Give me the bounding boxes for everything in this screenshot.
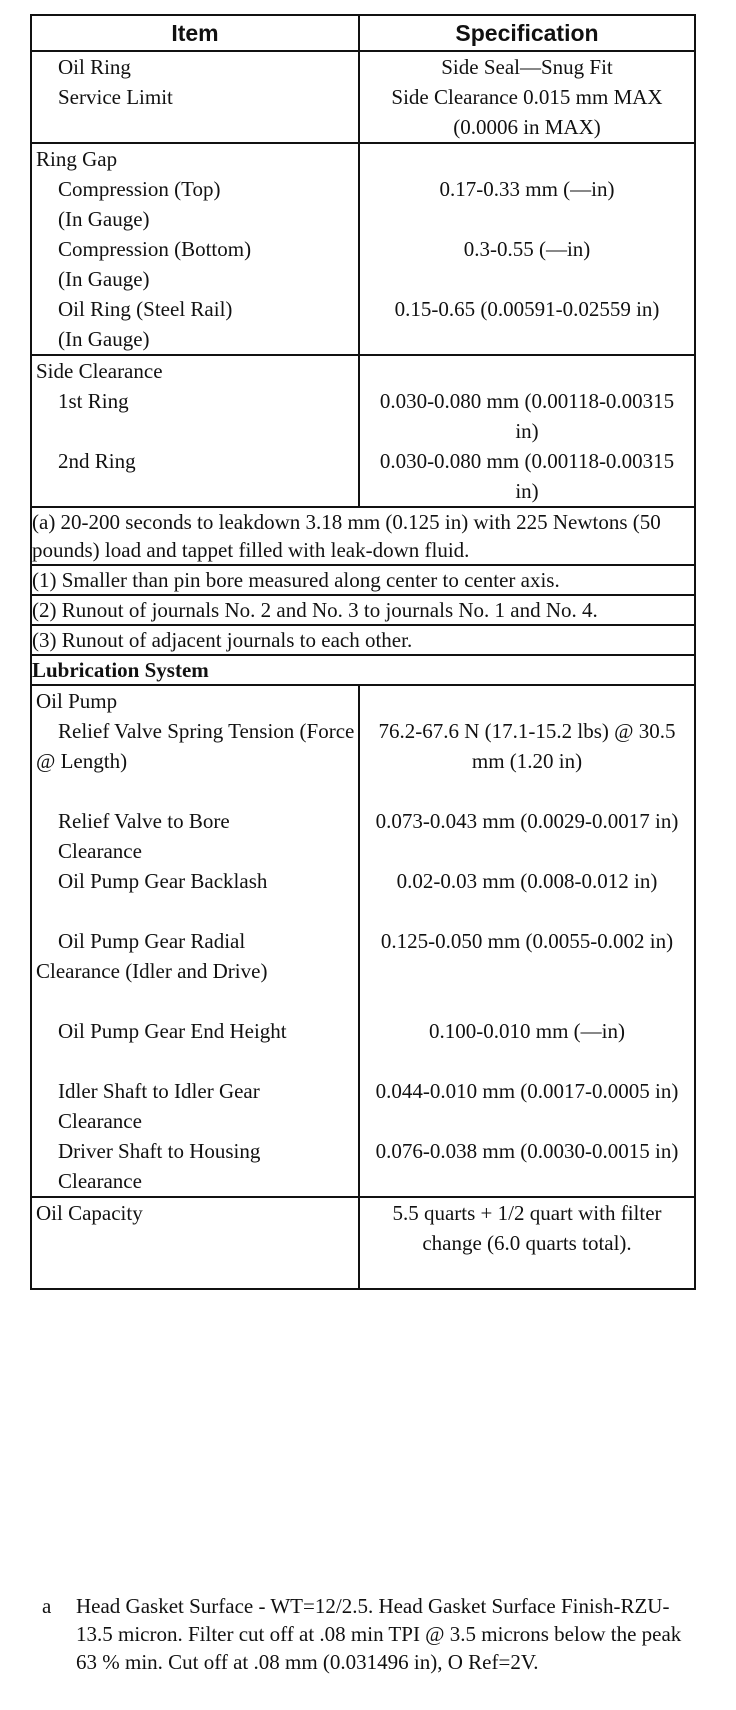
footnote-mark: a — [42, 1594, 52, 1618]
oil-ring-steel-rail-value: 0.15-0.65 (0.00591-0.02559 in) — [394, 297, 660, 321]
note-2: (2) Runout of journals No. 2 and No. 3 to journals No. 1 and No. 4. — [31, 595, 695, 625]
second-ring-label: 2nd Ring — [58, 449, 136, 473]
ring-gap-item — [32, 294, 358, 354]
note-1: (1) Smaller than pin bore measured along center to center axis. — [31, 565, 695, 595]
compression-bottom-value: 0.3-0.55 (—in) — [463, 237, 591, 261]
gear-backlash-label: Oil Pump Gear Backlash — [58, 869, 268, 893]
table-header-row — [31, 15, 695, 51]
oil-capacity-row — [31, 1197, 695, 1289]
spec-sheet — [30, 14, 694, 1290]
ring-gap-item — [32, 174, 358, 234]
item-column-header: Item — [31, 15, 359, 51]
compression-bottom-label: Compression (Bottom) — [58, 237, 252, 261]
oil-capacity-value: 5.5 quarts + 1/2 quart with filter change (6.0 quarts total). — [392, 1201, 662, 1255]
specification-table — [30, 14, 696, 1290]
driver-shaft-label: Driver Shaft to Housing Clearance — [58, 1139, 261, 1193]
note-row — [31, 565, 695, 595]
second-ring-value: 0.030-0.080 mm (0.00118-0.00315 in) — [379, 449, 675, 503]
note-3: (3) Runout of adjacent journals to each other. — [31, 625, 695, 655]
oil-ring-steel-rail-sub: (In Gauge) — [58, 327, 150, 351]
compression-bottom-sub: (In Gauge) — [58, 267, 150, 291]
oil-ring-steel-rail-label: Oil Ring (Steel Rail) — [58, 297, 233, 321]
gear-end-height-value: 0.100-0.010 mm (—in) — [429, 1019, 625, 1043]
idler-shaft-label: Idler Shaft to Idler Gear Clearance — [58, 1079, 260, 1133]
oil-ring-value: Side Seal—Snug Fit — [441, 55, 613, 79]
specification-column-header: Specification — [359, 15, 695, 51]
ring-gap-section — [31, 143, 695, 355]
compression-top-label: Compression (Top) — [58, 177, 221, 201]
gear-radial-clearance-value: 0.125-0.050 mm (0.0055-0.002 in) — [380, 929, 674, 953]
gear-end-height-label: Oil Pump Gear End Height — [58, 1019, 287, 1043]
compression-top-value: 0.17-0.33 mm (—in) — [439, 177, 615, 201]
lubrication-heading: Lubrication System — [31, 655, 695, 685]
first-ring-label: 1st Ring — [58, 389, 129, 413]
note-row — [31, 507, 695, 565]
gear-radial-clearance-label: Oil Pump Gear Radial Clearance (Idler and Drive) — [36, 929, 268, 983]
relief-valve-bore-value: 0.073-0.043 mm (0.0029-0.0017 in) — [375, 809, 679, 833]
side-clearance-section — [31, 355, 695, 507]
footnote-text: Head Gasket Surface - WT=12/2.5. Head Gasket Surface Finish-RZU-13.5 micron. Filter cut off at .08 min TPI @ 3.5 microns below the peak 63 % min. Cut off at .08 mm (0.031496 in), O Ref=2V. — [76, 1594, 682, 1674]
note-row — [31, 595, 695, 625]
relief-valve-spring-value: 76.2-67.6 N (17.1-15.2 lbs) @ 30.5 mm (1.20 in) — [378, 719, 676, 773]
service-limit-label: Service Limit — [58, 85, 173, 109]
driver-shaft-value: 0.076-0.038 mm (0.0030-0.0015 in) — [375, 1139, 679, 1163]
compression-top-sub: (In Gauge) — [58, 207, 150, 231]
ring-gap-title: Ring Gap — [36, 147, 118, 171]
first-ring-value: 0.030-0.080 mm (0.00118-0.00315 in) — [379, 389, 675, 443]
oil-pump-title: Oil Pump — [36, 689, 118, 713]
relief-valve-bore-label: Relief Valve to Bore Clearance — [58, 809, 230, 863]
lubrication-heading-row — [31, 655, 695, 685]
gear-backlash-value: 0.02-0.03 mm (0.008-0.012 in) — [396, 869, 658, 893]
ring-gap-item — [32, 234, 358, 294]
service-limit-value: Side Clearance 0.015 mm MAX (0.0006 in MAX) — [391, 85, 663, 139]
note-a: (a) 20-200 seconds to leakdown 3.18 mm (0.125 in) with 225 Newtons (50 pounds) load and tappet filled with leak-down fluid. — [31, 507, 695, 565]
relief-valve-spring-label: Relief Valve Spring Tension (Force @ Length) — [36, 719, 355, 773]
idler-shaft-value: 0.044-0.010 mm (0.0017-0.0005 in) — [375, 1079, 679, 1103]
oil-pump-section — [31, 685, 695, 1197]
side-clearance-title: Side Clearance — [36, 359, 163, 383]
oil-ring-label: Oil Ring — [58, 55, 131, 79]
oil-ring-section — [31, 51, 695, 143]
footnote — [30, 1592, 694, 1676]
oil-capacity-label: Oil Capacity — [36, 1201, 143, 1225]
note-row — [31, 625, 695, 655]
